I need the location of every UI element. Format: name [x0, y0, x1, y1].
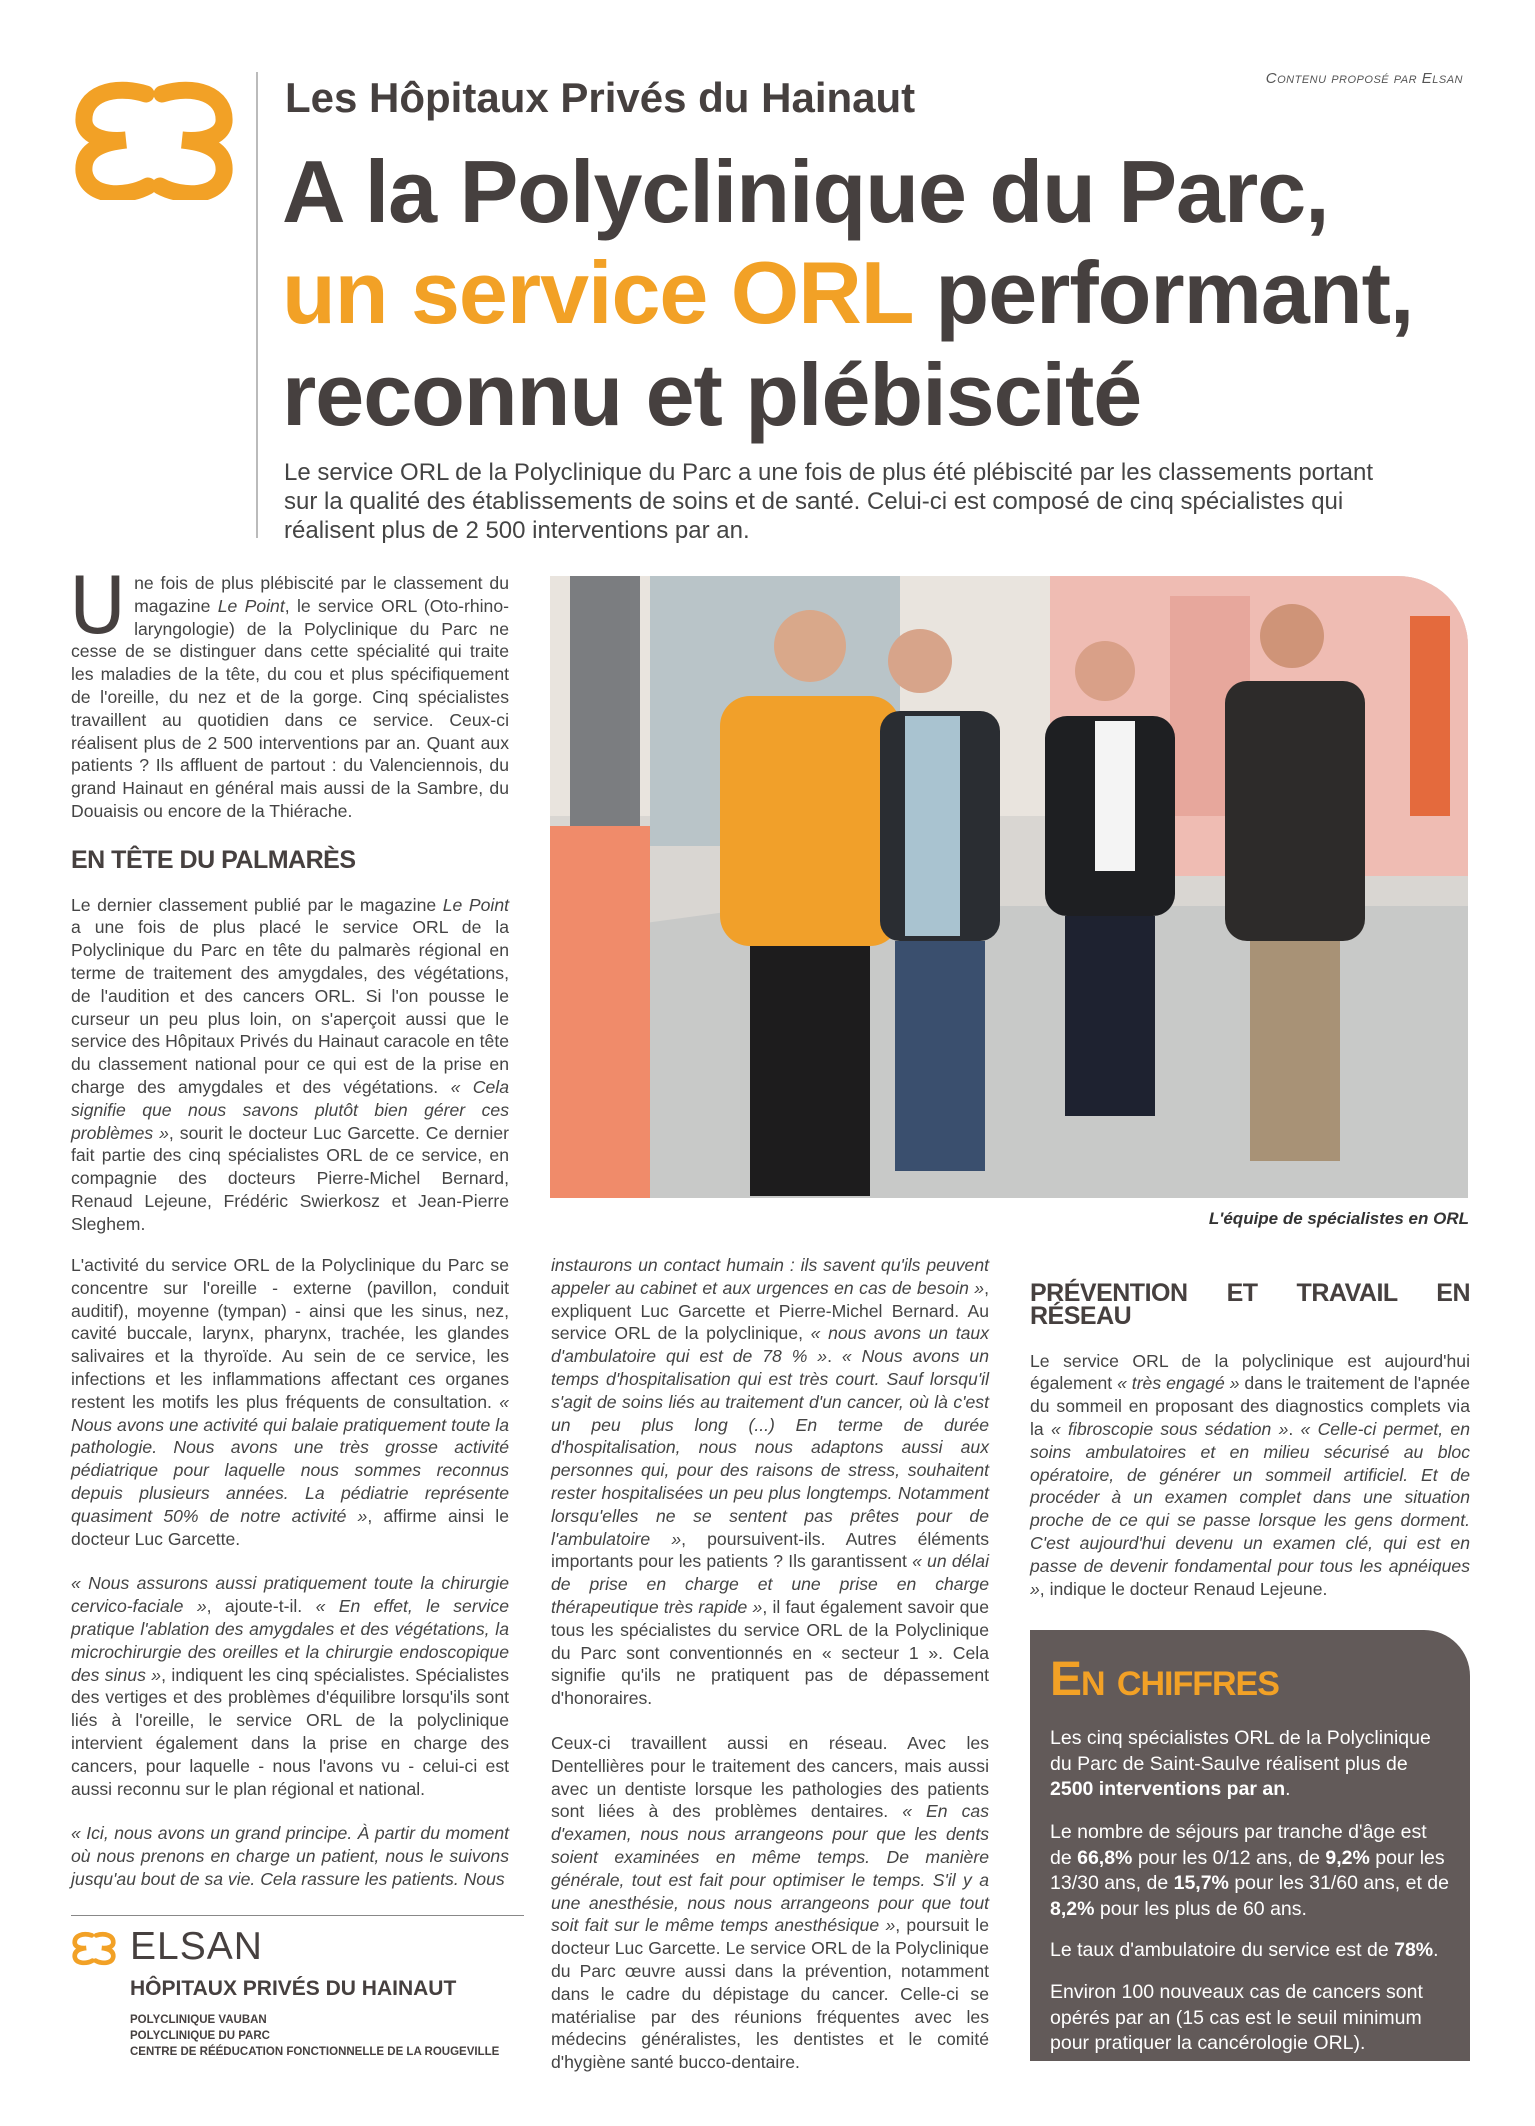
col1b-p4-quote2: « En effet, le service pratique l'ablation des amygdales et des végétations, la microchirurgie des oreilles et la chirurgie endoscopique des sinus »: [71, 1596, 509, 1685]
footer-brand: ELSAN: [130, 1925, 263, 1968]
column-1-bottom: [71, 1254, 509, 1913]
col2-p1d: , il faut également savoir que tous les spécialistes du service ORL de la Polyclinique du Parc sont conventionnés en « secteur 1 ». Cela signifie qu'ils ne pratiquent pas de dépassement d'honoraires.: [551, 1596, 989, 1709]
figure-2-text-a: Le nombre de séjours par tranche d'âge est de: [1050, 1821, 1427, 1869]
footer-site-3: CENTRE DE RÉÉDUCATION FONCTIONNELLE DE LA ROUGEVILLE: [130, 2046, 500, 2058]
col1b-p5-quote: « Ici, nous avons un grand principe. À partir du moment où nous prenons en charge un patient, nous le suivons jusqu'au bout de sa vie. Cela rassure les patients. Nous: [71, 1823, 509, 1889]
col1-p1-magazine: Le Point: [217, 595, 285, 616]
figures-title: En chiffres: [1050, 1653, 1279, 1706]
col3-p1b: dans le traitement de l'apnée du sommeil en proposant des diagnostics complets via la: [1030, 1373, 1470, 1439]
figure-2-value-1: 66,8%: [1077, 1846, 1133, 1869]
column-3: [1030, 1279, 1470, 1622]
col3-p1c: .: [1288, 1418, 1301, 1439]
col3-p1-quote1: « très engagé »: [1117, 1373, 1240, 1394]
column-1-top: [69, 562, 510, 1258]
col2-p1-quote3: « Nous avons un temps d'hospitalisation qui est très court. Sauf lorsqu'il s'agit de soins liés au traitement d'un cancer, où là c'est un peu plus long (...) En terme de durée d'hospitalisation, nous nous adaptons aussi aux personnes qui, pour des raisons de stress, souhaitent rester hospitalisées un peu plus longtemps. Notamment lorsqu'elles ne se sentent pas prêtes pour de l'ambulatoire »: [551, 1346, 990, 1549]
figure-2-value-3: 15,7%: [1173, 1872, 1229, 1894]
figure-2-value-4: 8,2%: [1050, 1897, 1095, 1920]
team-photo-illustration: [550, 576, 1468, 1198]
footer-site-2: POLYCLINIQUE DU PARC: [130, 2030, 270, 2042]
column-2: [551, 1254, 989, 2096]
headline-line-3: reconnu et plébiscité: [282, 345, 1142, 444]
figure-2-value-2: 9,2%: [1325, 1846, 1370, 1869]
col2-p2a: Ceux-ci travaillent aussi en réseau. Avec les Dentellières pour le traitement des cancers, mais aussi avec un dentiste lorsque les pathologies des patients sont liées à des problèmes dentaires.: [551, 1732, 989, 1822]
figure-3-value: 78%: [1394, 1939, 1434, 1961]
col1-p2b: a une fois de plus placé le service ORL de la Polyclinique du Parc en tête du palmarès régional en terme de traitement des amygdales, des végétations, de l'audition et des cancers ORL. Si l'on pousse le curseur un peu plus loin, on s'aperçoit aussi que le service des Hôpitaux Privés du Hainaut caracole en tête du classement national pour ce qui est de la prise en charge des amygdales et des végétations.: [71, 917, 509, 1097]
figure-1: [1050, 1726, 1450, 1803]
supertitle: Les Hôpitaux Privés du Hainaut: [285, 74, 916, 121]
figure-3-text: Le taux d'ambulatoire du service est de: [1050, 1939, 1395, 1961]
col2-p1a: , expliquent Luc Garcette et Pierre-Michel Bernard. Au service ORL de la polyclinique,: [551, 1277, 989, 1344]
footer-group: HÔPITAUX PRIVÉS DU HAINAUT: [130, 1977, 457, 2000]
col1b-p3b: , affirme ainsi le docteur Luc Garcette.: [71, 1505, 509, 1549]
col3-p1a: Le service ORL de la polyclinique est aujourd'hui également: [1030, 1350, 1470, 1394]
figure-2: [1050, 1820, 1450, 1922]
col2-p2-quote: « En cas d'examen, nous nous arrangeons pour que les dents soient examinées en même temps. De manière générale, tout est fait pour optimiser le temps. S'il y a une anesthésie, nous nous arrangeons pour que tout soit fait sur le même temps anesthésique »: [551, 1801, 989, 1936]
headline-line-2: [282, 243, 1413, 343]
col2-p1-quote4: « un délai de prise en charge et une prise en charge thérapeutique très rapide »: [551, 1551, 989, 1617]
figure-4: Environ 100 nouveaux cas de cancers sont opérés par an (15 cas est le seuil minimum pour pratiquer la cancérologie ORL).: [1050, 1981, 1423, 2054]
col2-p1b: .: [827, 1346, 842, 1367]
figure-3: [1050, 1938, 1450, 1964]
elsan-footer-logo-icon: [72, 1928, 116, 1968]
col2-p1-quote: instaurons un contact humain : ils savent qu'ils peuvent appeler au cabinet et aux urgences en cas de besoin »: [551, 1255, 989, 1298]
col1b-p4b: , indiquent les cinq spécialistes. Spécialistes des vertiges et des problèmes d'équilibre lorsqu'ils sont liés à l'oreille, le service ORL de la polyclinique intervient également dans la prise en charge des cancers, pour laquelle - nous l'avons vu - celui-ci est aussi reconnu sur le plan régional et national.: [71, 1664, 510, 1799]
elsan-logo-icon: [74, 80, 234, 200]
footer-rule: [71, 1915, 524, 1916]
col2-p2b: , poursuit le docteur Luc Garcette. Le service ORL de la Polyclinique du Parc œuvre aussi dans la prévention, notamment dans le cadre du dépistage du cancer. Celle-ci se matérialise par des réunions fréquentes avec les médecins généralistes, les dentistes et le comité d'hygiène santé bucco-dentaire.: [551, 1915, 989, 2073]
photo-caption: L'équipe de spécialistes en ORL: [1208, 1209, 1469, 1228]
col3-p1d: , indique le docteur Renaud Lejeune.: [1039, 1578, 1328, 1599]
section-heading-prevention: PRÉVENTION ET TRAVAIL EN RÉSEAU: [1030, 1279, 1470, 1330]
figure-1-text: Les cinq spécialistes ORL de la Polyclinique du Parc de Saint-Saulve réalisent plus de: [1050, 1727, 1431, 1775]
drop-cap: U: [69, 562, 127, 652]
section-heading-palmares: EN TÊTE DU PALMARÈS: [71, 845, 356, 874]
figure-1-end: .: [1285, 1778, 1291, 1800]
col1-p2-quote: « Cela signifie que nous savons plutôt bien gérer ces problèmes »: [71, 1076, 509, 1143]
headline-line-1: A la Polyclinique du Parc,: [282, 142, 1329, 241]
figure-2-text-b: pour les 0/12 ans, de: [1132, 1846, 1326, 1869]
col3-p1-quote2: « fibroscopie sous sédation »: [1050, 1418, 1289, 1439]
col1-p1a: ne fois de plus plébiscité par le classement du magazine: [134, 573, 509, 616]
headline-accent: un service ORL: [282, 243, 912, 342]
col2-p1-quote2: « nous avons un taux d'ambulatoire qui est de 78 % »: [551, 1323, 990, 1367]
col1b-p4a: , ajoute-t-il.: [206, 1596, 316, 1617]
figure-2-text-c: pour les 13/30 ans, de: [1050, 1846, 1445, 1894]
sponsor-tagline: Contenu proposé par Elsan: [1265, 70, 1463, 87]
figure-2-text-d: pour les 31/60 ans, et de: [1228, 1872, 1449, 1894]
col3-p1-quote3: « Celle-ci permet, en soins ambulatoires et en milieu sécurisé au bloc opératoire, de générer un sommeil artificiel. Et de procéder à un examen complet dans une situation proche de ce qui se passe lorsque les gens dorment. C'est aujourd'hui devenu un examen clé, qui est en passe de devenir fondamental pour tous les apnéiques »: [1030, 1418, 1470, 1599]
figures-box: [1030, 1630, 1470, 2061]
col1-p2-magazine: Le Point: [442, 894, 510, 915]
col1-p1b: , le service ORL (Oto-rhino-laryngologie) de la Polyclinique du Parc ne cesse de se distinguer dans cette spécialité qui traite les maladies de la tête, du cou et plus spécifiquement de l'oreille, du nez et de la gorge. Cinq spécialistes travaillent au quotidien dans ce service. Ceux-ci réalisent plus de 2 500 interventions par an. Quant aux patients ? Ils affluent de partout : du Valenciennois, du grand Hainaut en général mais aussi de la Sambre, du Douaisis ou encore de la Thiérache.: [71, 595, 509, 821]
figure-2-text-e: pour les plus de 60 ans.: [1094, 1897, 1307, 1920]
header-divider: [256, 72, 258, 538]
col1-p2a: Le dernier classement publié par le magazine: [71, 894, 443, 915]
headline-line-2-rest: performant,: [911, 243, 1414, 342]
chapo: Le service ORL de la Polyclinique du Parc a une fois de plus été plébiscité par les classements portant sur la qualité des établissements de soins et de santé. Celui-ci est composé de cinq spécialistes qui réalisent plus de 2 500 interventions par an.: [284, 459, 1374, 544]
col1-p2c: , sourit le docteur Luc Garcette. Ce dernier fait partie des cinq spécialistes ORL de ce service, en compagnie des docteurs Pierre-Michel Bernard, Renaud Lejeune, Frédéric Swierkosz et Jean-Pierre Sleghem.: [71, 1122, 509, 1234]
team-photo: [550, 576, 1468, 1198]
figure-3-end: .: [1433, 1939, 1439, 1961]
col2-p1c: , poursuivent-ils. Autres éléments importants pour les patients ? Ils garantissent: [551, 1528, 990, 1572]
col1b-p3-quote: « Nous avons une activité qui balaie pratiquement toute la pathologie. Nous avons une très grosse activité pédiatrique pour laquelle nous sommes reconnus depuis plusieurs années. La pédiatrie représente quasiment 50% de notre activité »: [71, 1391, 509, 1526]
figure-1-value: 2500 interventions par an: [1050, 1778, 1286, 1800]
footer-site-1: POLYCLINIQUE VAUBAN: [130, 2014, 267, 2026]
col1b-p3a: L'activité du service ORL de la Polyclinique du Parc se concentre sur l'oreille - externe (pavillon, conduit auditif), moyenne (tympan) - ainsi que les sinus, nez, cavité buccale, larynx, pharynx, trachée, les glandes salivaires et la thyroïde. Au sein de ce service, les infections et les inflammations affectant ces organes restent les motifs les plus fréquents de consultation.: [71, 1255, 509, 1412]
col1b-p4-quote1: « Nous assurons aussi pratiquement toute la chirurgie cervico-faciale »: [71, 1573, 509, 1617]
